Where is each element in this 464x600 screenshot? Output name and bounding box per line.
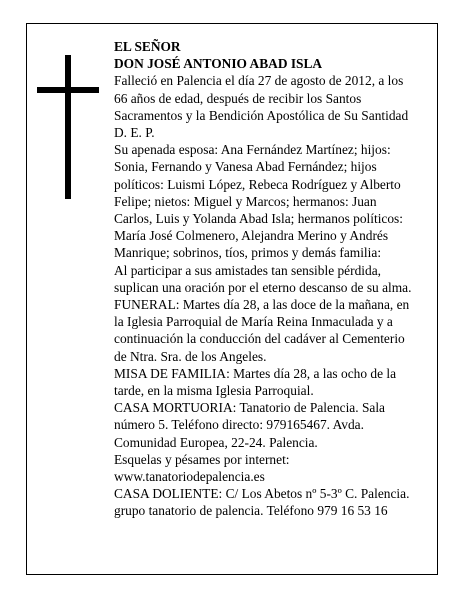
cross-horizontal-bar	[37, 87, 99, 93]
family-home-info: CASA DOLIENTE: C/ Los Abetos nº 5-3º C. Palencia. grupo tanatorio de palencia. Teléfono 979 16 53 16	[114, 486, 410, 519]
online-condolences: Esquelas y pésames por internet: www.tanatoriodepalencia.es	[114, 451, 290, 485]
mortuary-info: CASA MORTUORIA: Tanatorio de Palencia. Sala número 5. Teléfono directo: 979165467. Avda. Comunidad Europea, 22-24. Palencia.	[114, 400, 385, 450]
family-list: Su apenada esposa: Ana Fernández Martínez; hijos: Sonia, Fernando y Vanesa Abad Fernández; hijos políticos: Luismi López, Rebeca Rodríguez y Alberto Felipe; nietos: Miguel y Marcos; hermanos: Juan Carlos, Luis y Yolanda Abad Isla; hermanos políticos: María José Colmenero, Alejandra Merino y Andrés Manrique; sobrinos, tíos, primos y demás familia:	[114, 142, 403, 261]
family-mass-info: MISA DE FAMILIA: Martes día 28, a las ocho de la tarde, en la misma Iglesia Parroquial.	[114, 365, 397, 399]
title-line-1: EL SEÑOR	[114, 39, 181, 54]
deceased-name: DON JOSÉ ANTONIO ABAD ISLA	[114, 56, 323, 72]
cross-vertical-bar	[65, 55, 71, 199]
cross-icon	[37, 55, 99, 199]
death-announcement: Falleció en Palencia el día 27 de agosto de 2012, a los 66 años de edad, después de recibir los Santos Sacramentos y la Bendición Apostólica de Su Santidad D. E. P.	[114, 73, 409, 141]
prayer-request: Al participar a sus amistades tan sensible pérdida, suplican una oración por el eterno descanso de su alma.	[114, 262, 412, 295]
obituary-text	[114, 38, 426, 520]
funeral-info: FUNERAL: Martes día 28, a las doce de la mañana, en la Iglesia Parroquial de María Reina Inmaculada y a continuación la conducción del cadáver al Cementerio de Ntra. Sra. de los Angeles.	[114, 297, 410, 364]
